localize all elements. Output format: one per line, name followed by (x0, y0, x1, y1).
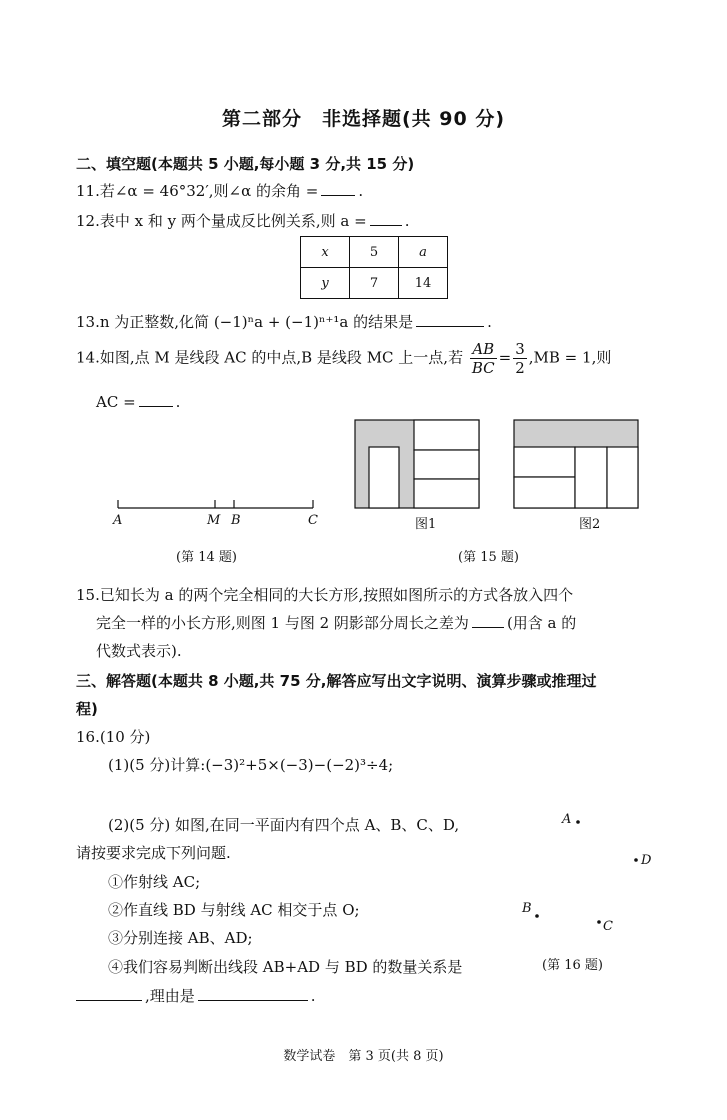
question-16-step4-cont (76, 985, 316, 1006)
fig1-small-rect (369, 447, 399, 508)
section-fill-blank-heading: 二、填空题(本题共 5 小题,每小题 3 分,共 15 分) (76, 155, 415, 173)
section-solve-heading-cont: 程) (76, 700, 98, 718)
question-16-part2: (2)(5 分) 如图,在同一平面内有四个点 A、B、C、D, (108, 816, 460, 834)
point-c-dot (597, 920, 601, 924)
label-c-fig14: C (308, 513, 318, 528)
question-14-tail: ,MB = 1,则 (528, 348, 612, 367)
question-15-line2 (96, 612, 576, 633)
question-14-text: 14.如图,点 M 是线段 AC 的中点,B 是线段 MC 上一点,若 (76, 348, 464, 367)
table-cell: a (399, 237, 448, 268)
figure-15-1 (355, 420, 479, 508)
fraction-ab-bc: $\frac{AB}{BC}$ (471, 340, 495, 377)
question-16-step4: ④我们容易判断出线段 AB+AD 与 BD 的数量关系是 (108, 958, 463, 976)
question-12-text: 12.表中 x 和 y 两个量成反比例关系,则 a = (76, 212, 367, 230)
question-16-reason-label: ,理由是 (145, 987, 195, 1005)
table-cell: y (301, 268, 350, 299)
question-15-line3: 代数式表示). (96, 642, 182, 660)
answer-blank-15[interactable] (472, 613, 504, 628)
figure-16-points (535, 820, 638, 924)
question-16-step2: ②作直线 BD 与射线 AC 相交于点 O; (108, 901, 360, 919)
table-cell: 7 (350, 268, 399, 299)
page-footer: 数学试卷 第 3 页(共 8 页) (283, 1049, 444, 1064)
point-d-dot (634, 858, 638, 862)
question-15-line1: 15.已知长为 a 的两个完全相同的大长方形,按照如图所示的方式各放入四个 (76, 586, 574, 604)
point-a-dot (576, 820, 580, 824)
answer-blank-16-reason[interactable] (198, 986, 308, 1001)
question-16-end: . (310, 987, 316, 1005)
label-a-fig14: A (113, 513, 123, 528)
label-a-fig16: A (562, 812, 572, 827)
section-title: 第二部分 非选择题(共 90 分) (221, 108, 506, 130)
fig1-small-rect (414, 450, 479, 479)
question-16-step3: ③分别连接 AB、AD; (108, 929, 253, 947)
fig1-small-rect (414, 479, 479, 508)
figure-14-segment (118, 500, 313, 508)
caption-fig14: (第 14 题) (176, 550, 237, 565)
equals-sign: = (498, 348, 512, 367)
question-15-hint: (用含 a 的 (506, 614, 577, 632)
table-cell: 5 (350, 237, 399, 268)
question-13-text: 13.n 为正整数,化简 (−1)ⁿa + (−1)ⁿ⁺¹a 的结果是 (76, 313, 414, 331)
answer-blank-16-relation[interactable] (76, 986, 142, 1001)
question-16-part2-cont: 请按要求完成下列问题. (76, 844, 231, 862)
question-16-part1: (1)(5 分)计算:(−3)²+5×(−3)−(−2)³÷4; (108, 756, 394, 774)
label-fig2: 图2 (579, 517, 601, 532)
fig2-small-rect (514, 477, 575, 508)
label-d-fig16: D (641, 853, 652, 868)
section-solve-heading: 三、解答题(本题共 8 小题,共 75 分,解答应写出文字说明、演算步骤或推理过 (76, 672, 597, 690)
question-14-ac: AC = (96, 393, 136, 411)
label-m-fig14: M (207, 513, 221, 528)
question-15-text: 完全一样的小长方形,则图 1 与图 2 阴影部分周长之差为 (96, 614, 469, 632)
fig2-small-rect (607, 447, 638, 508)
label-b-fig14: B (231, 513, 241, 528)
question-14-end: . (175, 393, 181, 411)
question-16-step1: ①作射线 AC; (108, 873, 201, 891)
question-11-text: 11.若∠α = 46°32′,则∠α 的余角 = (76, 182, 319, 200)
caption-fig16: (第 16 题) (542, 958, 603, 973)
label-c-fig16: C (603, 919, 613, 934)
fraction-three-halves: $\frac{3}{2}$ (515, 340, 525, 377)
label-b-fig16: B (522, 901, 532, 916)
fig2-small-rect (575, 447, 607, 508)
caption-fig15: (第 15 题) (458, 550, 519, 565)
table-cell: 14 (399, 268, 448, 299)
label-fig1: 图1 (415, 517, 437, 532)
figure-15-2 (514, 420, 638, 508)
table-cell: x (301, 237, 350, 268)
fig2-small-rect (514, 447, 575, 477)
question-16-head: 16.(10 分) (76, 728, 151, 746)
point-b-dot (535, 914, 539, 918)
question-12-end: . (404, 212, 410, 230)
fig1-small-rect (414, 420, 479, 450)
question-13-end: . (487, 313, 492, 331)
question-11-end: . (358, 182, 364, 200)
